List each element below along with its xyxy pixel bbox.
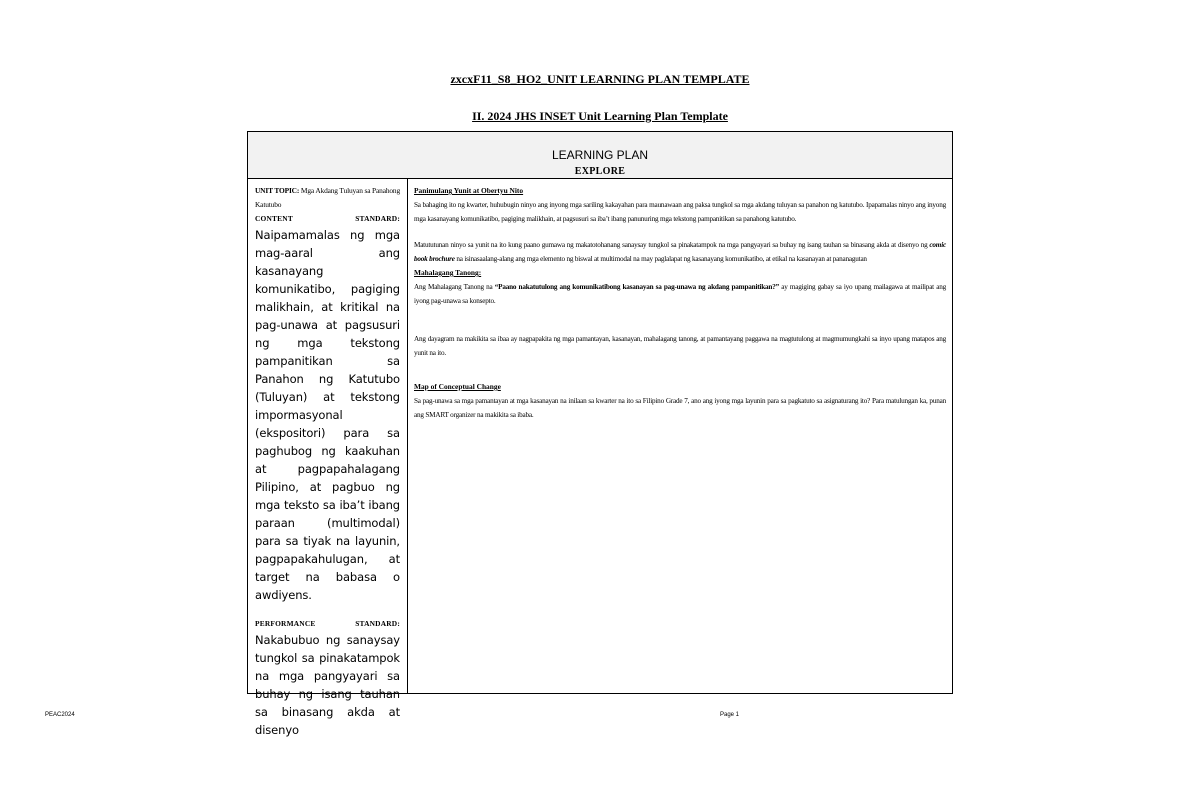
- essential-question-paragraph: Ang Mahalagang Tanong na “Paano nakatutulong ang komunikatibong kasanayan sa pag-unawa ng akdang pampanitikan?” ay magiging gabay sa iyo upang mailagawa at mailipat ang iyong pag-unawa sa konsepto.: [414, 283, 946, 305]
- explore-section-label: EXPLORE: [574, 166, 626, 177]
- standards-column: [248, 179, 408, 737]
- performance-standard-label: PERFORMANCE STANDARD:: [255, 619, 400, 628]
- essential-question-heading: Mahalagang Tanong:: [414, 268, 482, 277]
- content-standard-label: CONTENT STANDARD:: [255, 214, 400, 223]
- footer-page-number: Page 1: [720, 712, 740, 718]
- unit-topic: [255, 184, 400, 212]
- unit-topic-value: Mga Akdang Tuluyan sa Panahong Katutubo: [255, 186, 401, 209]
- learning-plan-heading: LEARNING PLAN: [551, 148, 649, 162]
- document-subtitle: II. 2024 JHS INSET Unit Learning Plan Template: [472, 109, 728, 123]
- intro-paragraph: Sa bahaging ito ng kwarter, huhubugin ninyo ang inyong mga sariling kakayahan para maunawaan ang paksa tungkol sa mga akdang tuluyan sa panahon ng katutubo. Ipapamalas ninyo ang inyong mga kasanayang komunikatibo, pagiging malikhain, at pagsusuri sa iba’t ibang panunuring mga tekstong pampanitikan sa panahong katutubo.: [414, 201, 946, 223]
- performance-standard-text: Nakabubuo ng sanaysay tungkol sa pinakatampok na mga pangyayari sa buhay ng isang tauhan sa binasang akda at disenyo: [255, 633, 400, 737]
- map-paragraph: Sa pag-unawa sa mga pamantayan at mga kasanayan na inilaan sa kwarter na ito sa Filipino Grade 7, ano ang iyong mga layunin para sa pagkatuto sa asignaturang ito? Para matulungan ka, punan ang SMART organizer na makikita sa ibaba.: [414, 397, 946, 419]
- table-header: [248, 132, 952, 179]
- diagram-paragraph: Ang dayagram na makikita sa ibaa ay nagpapakita ng mga pamantayan, kasanayan, mahalagang tanong, at pamantayang paggawa na magtutulong at magmumungkahi sa inyo upang matapos ang yunit na ito.: [414, 335, 946, 357]
- explore-content-column: [408, 179, 952, 693]
- unit-topic-label: UNIT TOPIC:: [255, 186, 300, 195]
- intro-heading: Panimulang Yunit at Obertyu Nito: [414, 186, 524, 195]
- essential-question: “Paano nakatutulong ang komunikatibong kasanayan sa pag-unawa ng akdang pampanitikan?”: [494, 283, 780, 291]
- document-title: zxcxF11_S8_HO2_UNIT LEARNING PLAN TEMPLATE: [450, 72, 750, 86]
- map-of-conceptual-change-heading: Map of Conceptual Change: [414, 382, 501, 391]
- task-paragraph: Matututunan ninyo sa yunit na ito kung paano gumawa ng makatotohanang sanaysay tungkol sa pinakatampok na mga pangyayari sa buhay ng isang tauhan sa binasang akda at disenyo ng comic book brochure na isinasaalang-alang ang mga elemento ng biswal at multimodal na may paglalapat ng kasanayang komunikatibo, at etikal na kasanayan at pananagutan: [414, 241, 946, 263]
- comic-book-brochure-term: comic book brochure: [414, 241, 946, 263]
- content-standard-text: Naipamamalas ng mga mag-aaral ang kasanayang komunikatibo, pagiging malikhain, at kritikal na pag-unawa at pagsusuri ng mga tekstong pampanitikan sa Panahon ng Katutubo (Tuluyan) at tekstong impormasyonal (ekspositori) para sa paghubog ng kaakuhan at pagpapahalagang Pilipino, at pagbuo ng mga teksto sa iba’t ibang paraan (multimodal) para sa tiyak na layunin, pagpapakahulugan, at target na babasa o awdiyens.: [255, 228, 400, 602]
- footer-organization: PEAC2024: [45, 712, 75, 718]
